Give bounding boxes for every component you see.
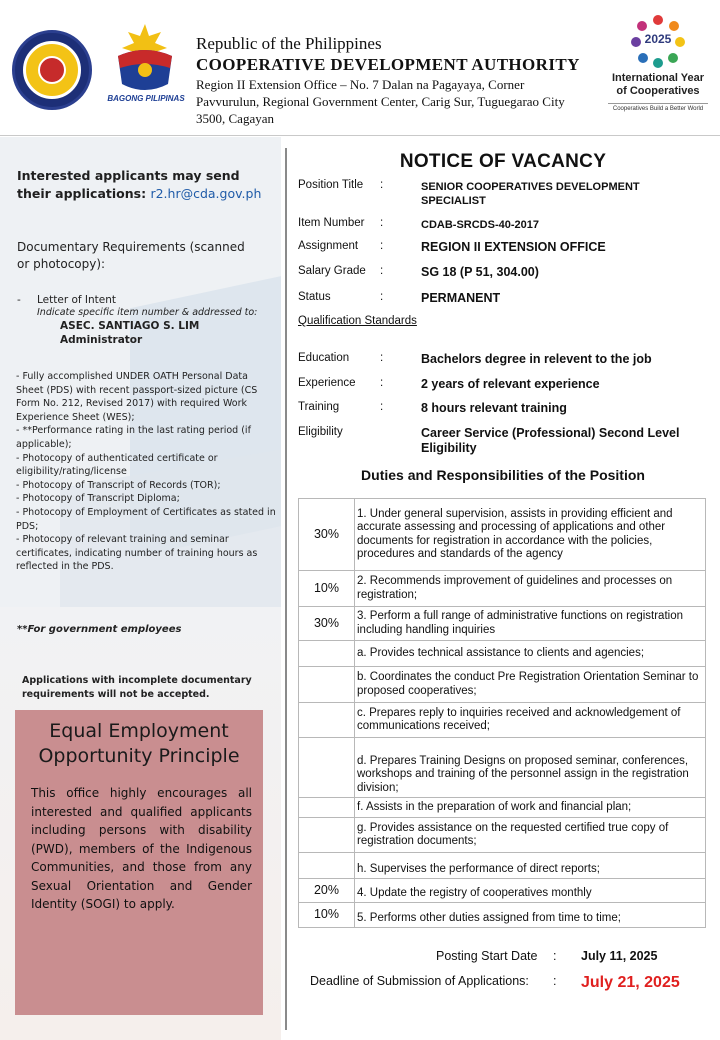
application-email-link[interactable]: r2.hr@cda.gov.ph xyxy=(150,186,262,201)
position-title-value: SENIOR COOPERATIVES DEVELOPMENT SPECIALIST xyxy=(421,181,640,207)
table-row xyxy=(299,879,706,903)
list-item: - Photocopy of Employment of Certificates as stated in PDS; xyxy=(16,506,276,532)
qualification-standards-heading: Qualification Standards xyxy=(298,315,417,327)
addressee-title: Administrator xyxy=(60,334,143,346)
duty-percentage xyxy=(299,798,355,818)
eeo-body: This office highly encourages all interested and qualified applicants including persons with disability (PWD), members of the Indigenous Communities, and those from any Sexual Orientation and Gender Identity (SOGI) to apply. xyxy=(31,786,252,911)
training-value: 8 hours relevant training xyxy=(421,401,567,415)
duty-description: a. Provides technical assistance to clients and agencies; xyxy=(355,641,706,667)
duty-description: d. Prepares Training Designs on proposed seminar, conferences, workshops and training of the personnel assign in the registration division; xyxy=(355,738,706,798)
duty-percentage: 30% xyxy=(299,499,355,571)
apply-text: Interested applicants may send their applications: xyxy=(17,168,240,201)
deadline-date: July 21, 2025 xyxy=(581,974,680,991)
duty-description: 1. Under general supervision, assists in providing efficient and accurate assessing and processing of applications and other documents for registration in accordance with the policies, procedures and standards of the agency xyxy=(355,499,706,571)
posting-start-date: July 11, 2025 xyxy=(581,949,658,963)
colon: : xyxy=(380,179,384,191)
table-row xyxy=(299,571,706,607)
cda-seal-logo xyxy=(12,30,92,110)
duties-heading: Duties and Responsibilities of the Position xyxy=(361,467,645,483)
status-label: Status xyxy=(298,291,331,303)
colon: : xyxy=(380,217,384,229)
posting-start-label: Posting Start Date xyxy=(436,949,538,963)
duty-percentage: 10% xyxy=(299,571,355,607)
agency-name: COOPERATIVE DEVELOPMENT AUTHORITY xyxy=(196,55,580,74)
item-number-value: CDAB-SRCDS-40-2017 xyxy=(421,219,539,231)
list-item: - Photocopy of Transcript of Records (TOR); xyxy=(16,479,221,491)
salary-grade-value: SG 18 (P 51, 304.00) xyxy=(421,265,539,279)
duty-description: 3. Perform a full range of administrative functions on registration including handling inquiries xyxy=(355,607,706,641)
duty-percentage xyxy=(299,818,355,853)
colon: : xyxy=(553,949,557,963)
table-row xyxy=(299,641,706,667)
duty-description: f. Assists in the preparation of work and financial plan; xyxy=(355,798,706,818)
duty-description: 5. Performs other duties assigned from time to time; xyxy=(355,903,706,928)
list-item: - Photocopy of relevant training and seminar certificates, indicating number of training hours as reflected in the PDS. xyxy=(16,534,258,573)
salary-grade-label: Salary Grade xyxy=(298,265,366,277)
notice-title: NOTICE OF VACANCY xyxy=(399,151,607,172)
duty-percentage: 30% xyxy=(299,607,355,641)
position-title-label: Position Title xyxy=(298,179,364,191)
duty-percentage xyxy=(299,703,355,738)
vertical-divider xyxy=(285,148,287,1030)
duty-description: 4. Update the registry of cooperatives monthly xyxy=(355,879,706,903)
duty-percentage: 20% xyxy=(299,879,355,903)
colon: : xyxy=(553,974,557,988)
duty-percentage xyxy=(299,667,355,703)
iyc-2025-logo xyxy=(608,14,708,124)
table-row xyxy=(299,499,706,571)
eeo-principle-box xyxy=(15,710,263,1015)
apply-instructions xyxy=(17,167,267,203)
incomplete-applications-note: Applications with incomplete documentary requirements will not be accepted. xyxy=(22,675,252,700)
table-row xyxy=(299,853,706,879)
list-item: - Photocopy of authenticated certificate or eligibility/rating/license xyxy=(16,452,218,478)
colon: : xyxy=(380,352,384,364)
table-row xyxy=(299,818,706,853)
loi-dash: - xyxy=(17,294,21,306)
duty-percentage xyxy=(299,738,355,798)
list-item: - **Performance rating in the last rating period (if applicable); xyxy=(16,425,251,450)
list-item: - Fully accomplished UNDER OATH Personal Data Sheet (PDS) with recent passport-sized picture (CS Form No. 212, Revised 2017) with required Work Experience Sheet (WES); xyxy=(16,371,258,423)
education-value: Bachelors degree in relevent to the job xyxy=(421,352,652,366)
table-row xyxy=(299,607,706,641)
government-employees-note: **For government employees xyxy=(17,624,182,635)
eligibility-label: Eligibility xyxy=(298,426,343,438)
iyc-tagline: Cooperatives Build a Better World xyxy=(608,103,708,112)
list-item: - Photocopy of Transcript Diploma; xyxy=(16,493,180,505)
deadline-label: Deadline of Submission of Applications: xyxy=(310,974,529,988)
table-row xyxy=(299,738,706,798)
colon: : xyxy=(380,291,384,303)
item-number-label: Item Number xyxy=(298,217,365,229)
duties-table xyxy=(298,498,706,928)
agency-address: Region II Extension Office – No. 7 Dalan na Pagayaya, Corner Pavvurulun, Regional Government Center, Carig Sur, Tuguegarao City 3500, Cagayan xyxy=(196,77,565,126)
agency-header xyxy=(196,34,580,127)
requirements-list xyxy=(16,370,278,574)
education-label: Education xyxy=(298,352,350,364)
duty-description: b. Coordinates the conduct Pre Registration Orientation Seminar to proposed cooperatives; xyxy=(355,667,706,703)
table-row xyxy=(299,703,706,738)
letterhead xyxy=(0,0,720,136)
eeo-title: Equal Employment Opportunity Principle xyxy=(38,720,240,767)
duty-percentage: 10% xyxy=(299,903,355,928)
iyc-title: International Year of Cooperatives xyxy=(611,72,705,97)
experience-value: 2 years of relevant experience xyxy=(421,377,600,391)
colon: : xyxy=(380,265,384,277)
table-row xyxy=(299,667,706,703)
eligibility-value: Career Service (Professional) Second Level Eligibility xyxy=(421,426,680,455)
addressee-name: ASEC. SANTIAGO S. LIM xyxy=(60,320,200,332)
left-panel xyxy=(0,137,281,1040)
iyc-year: 2025 xyxy=(644,32,672,46)
bagong-pilipinas-text: BAGONG PILIPINAS xyxy=(107,94,185,103)
assignment-label: Assignment xyxy=(298,240,359,252)
table-row xyxy=(299,798,706,818)
training-label: Training xyxy=(298,401,340,413)
duty-description: g. Provides assistance on the requested certified true copy of registration documents; xyxy=(355,818,706,853)
colon: : xyxy=(380,401,384,413)
letter-of-intent xyxy=(17,294,277,347)
duty-description: h. Supervises the performance of direct reports; xyxy=(355,853,706,879)
loi-note: Indicate specific item number & addressed to: xyxy=(37,307,258,318)
duty-description: c. Prepares reply to inquiries received and acknowledgement of communications received; xyxy=(355,703,706,738)
documentary-requirements-heading: Documentary Requirements (scanned or photocopy): xyxy=(17,240,245,271)
colon: : xyxy=(380,377,384,389)
republic-line: Republic of the Philippines xyxy=(196,34,382,53)
loi-label: Letter of Intent xyxy=(37,294,117,306)
duty-percentage xyxy=(299,853,355,879)
table-row xyxy=(299,903,706,928)
assignment-value: REGION II EXTENSION OFFICE xyxy=(421,240,606,254)
duty-percentage xyxy=(299,641,355,667)
colon: : xyxy=(380,240,384,252)
status-value: PERMANENT xyxy=(421,291,501,305)
experience-label: Experience xyxy=(298,377,356,389)
duty-description: 2. Recommends improvement of guidelines and processes on registration; xyxy=(355,571,706,607)
